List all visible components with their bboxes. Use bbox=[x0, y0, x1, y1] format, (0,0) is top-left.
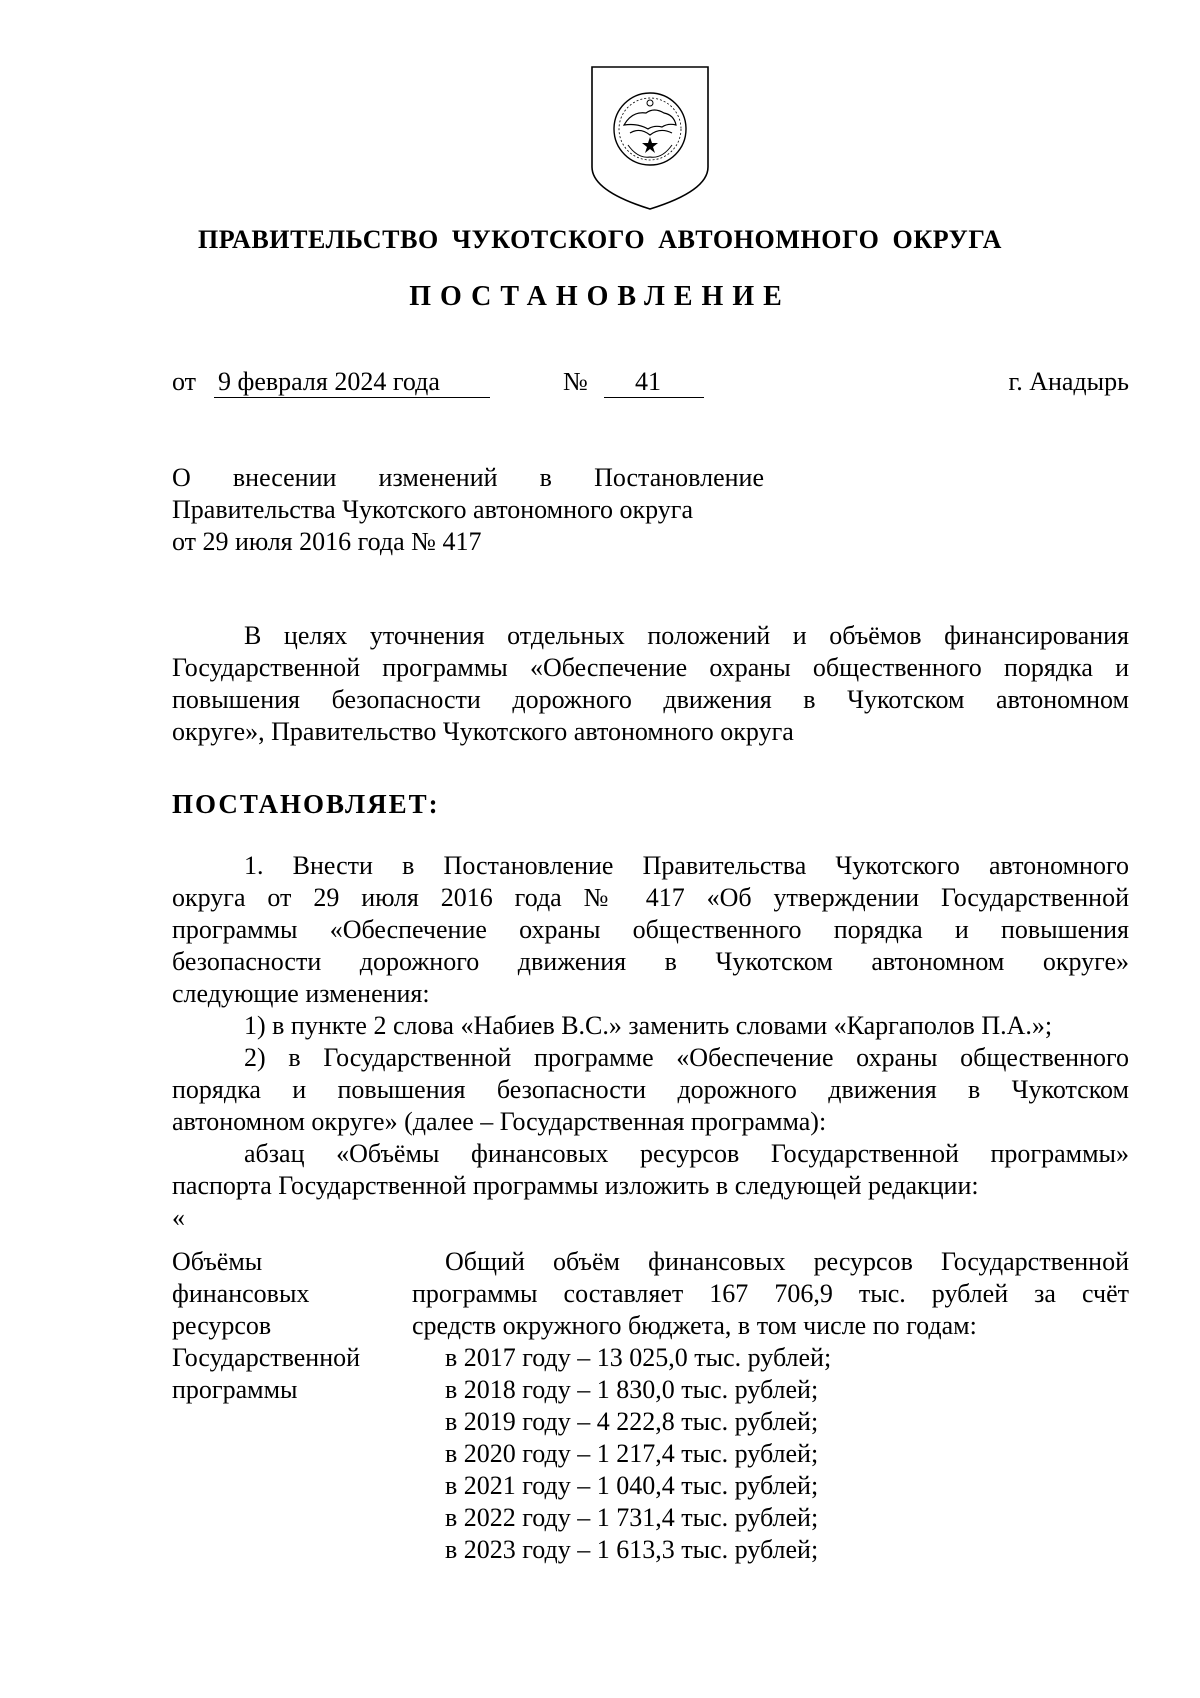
passport-label-line: Объёмы bbox=[172, 1247, 263, 1276]
funding-intro-line: Общий объём финансовых ресурсов Государственной bbox=[445, 1247, 1129, 1276]
resolves-heading: ПОСТАНОВЛЯЕТ: bbox=[172, 789, 440, 819]
funding-year-item: в 2022 году – 1 731,4 тыс. рублей; bbox=[445, 1503, 819, 1532]
subject-line: от 29 июля 2016 года № 417 bbox=[172, 527, 482, 556]
abzac-line: абзац «Объёмы финансовых ресурсов Государственной программы» bbox=[244, 1139, 1129, 1168]
number-underline bbox=[604, 397, 704, 398]
open-quote: « bbox=[172, 1203, 185, 1232]
date-number-row bbox=[172, 366, 1129, 400]
item-1-paragraph bbox=[172, 850, 1129, 1234]
preamble-line: округе», Правительство Чукотского автономного округа bbox=[172, 717, 794, 746]
passport-label-line: Государственной bbox=[172, 1343, 361, 1372]
subitem-2-line: порядка и повышения безопасности дорожного движения в Чукотском bbox=[172, 1075, 1129, 1104]
document-date: 9 февраля 2024 года bbox=[218, 367, 440, 396]
funding-intro-line: программы составляет 167 706,9 тыс. рублей за счёт bbox=[412, 1279, 1129, 1308]
funding-year-item: в 2019 году – 4 222,8 тыс. рублей; bbox=[445, 1407, 819, 1436]
subject-line: Правительства Чукотского автономного округа bbox=[172, 495, 694, 524]
government-title: ПРАВИТЕЛЬСТВО ЧУКОТСКОГО АВТОНОМНОГО ОКРУГА bbox=[197, 225, 1003, 254]
passport-label-line: финансовых bbox=[172, 1279, 310, 1308]
passport-row-value bbox=[412, 1246, 1129, 1566]
funding-intro-line: средств окружного бюджета, в том числе по годам: bbox=[412, 1311, 977, 1340]
subject-line: О внесении изменений в Постановление bbox=[172, 463, 764, 492]
city: г. Анадырь bbox=[1008, 367, 1129, 396]
preamble-paragraph bbox=[172, 620, 1129, 748]
passport-row-label bbox=[172, 1246, 412, 1406]
abzac-line: паспорта Государственной программы изложить в следующей редакции: bbox=[172, 1171, 979, 1200]
document-type-title: ПОСТАНОВЛЕНИЕ bbox=[409, 281, 791, 312]
preamble-line: В целях уточнения отдельных положений и объёмов финансирования bbox=[244, 621, 1129, 650]
subitem-1: 1) в пункте 2 слова «Набиев В.С.» заменить словами «Каргаполов П.А.»; bbox=[244, 1011, 1053, 1040]
date-underline bbox=[214, 397, 490, 398]
passport-label-line: программы bbox=[172, 1375, 298, 1404]
item-1-line: программы «Обеспечение охраны общественного порядка и повышения bbox=[172, 915, 1129, 944]
document-subject bbox=[172, 462, 764, 558]
funding-year-item: в 2023 году – 1 613,3 тыс. рублей; bbox=[445, 1535, 819, 1564]
item-1-line: округа от 29 июля 2016 года № 417 «Об утверждении Государственной bbox=[172, 883, 1129, 912]
number-label: № bbox=[563, 367, 588, 396]
item-1-line: 1. Внести в Постановление Правительства Чукотского автономного bbox=[244, 851, 1129, 880]
document-number: 41 bbox=[635, 367, 661, 396]
subitem-2-line: автономном округе» (далее – Государственная программа): bbox=[172, 1107, 827, 1136]
from-label: от bbox=[172, 367, 197, 396]
passport-label-line: ресурсов bbox=[172, 1311, 272, 1340]
preamble-line: Государственной программы «Обеспечение охраны общественного порядка и bbox=[172, 653, 1129, 682]
funding-year-item: в 2018 году – 1 830,0 тыс. рублей; bbox=[445, 1375, 819, 1404]
funding-year-item: в 2020 году – 1 217,4 тыс. рублей; bbox=[445, 1439, 819, 1468]
subitem-2-line: 2) в Государственной программе «Обеспечение охраны общественного bbox=[244, 1043, 1129, 1072]
funding-year-item: в 2017 году – 13 025,0 тыс. рублей; bbox=[445, 1343, 832, 1372]
funding-year-item: в 2021 году – 1 040,4 тыс. рублей; bbox=[445, 1471, 819, 1500]
coat-of-arms-emblem bbox=[588, 63, 712, 212]
item-1-line: безопасности дорожного движения в Чукотском автономном округе» bbox=[172, 947, 1129, 976]
preamble-line: повышения безопасности дорожного движения в Чукотском автономном bbox=[172, 685, 1129, 714]
item-1-line: следующие изменения: bbox=[172, 979, 430, 1008]
